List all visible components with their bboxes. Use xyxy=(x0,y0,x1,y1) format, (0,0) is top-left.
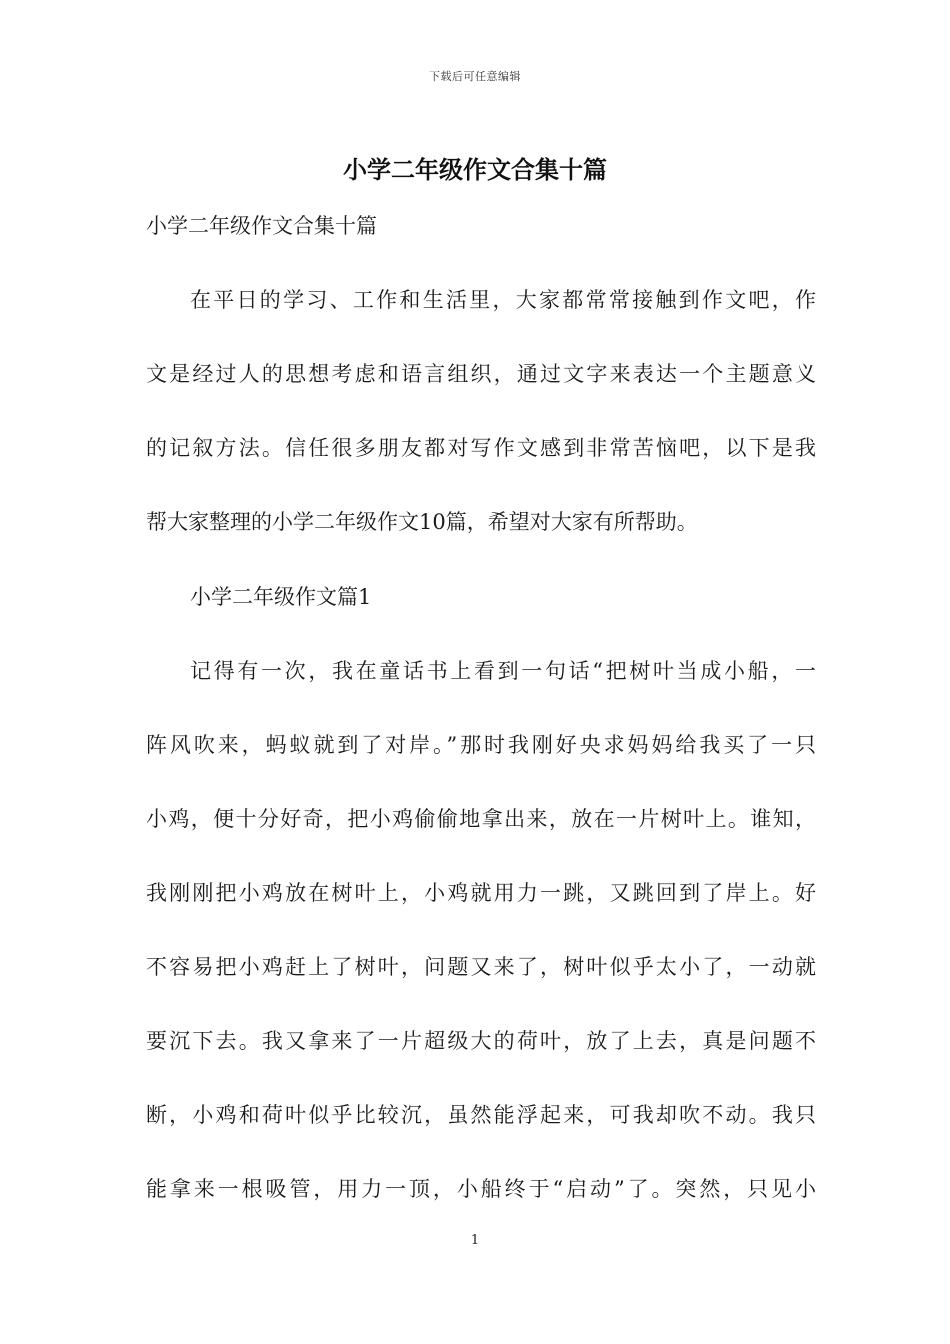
intro-line: 帮大家整理的小学二年级作文10篇，希望对大家有所帮助。 xyxy=(146,510,698,534)
intro-line: 的记叙方法。信任很多朋友都对写作文感到非常苦恼吧，以下是我 xyxy=(146,436,816,460)
intro-line: 文是经过人的思想考虑和语言组织，通过文字来表达一个主题意义 xyxy=(146,362,816,386)
header-note: 下载后可任意编辑 xyxy=(429,70,521,83)
essay-line: 记得有一次，我在童话书上看到一句话“把树叶当成小船，一 xyxy=(190,659,816,683)
document-subtitle: 小学二年级作文合集十篇 xyxy=(146,214,377,238)
essay-line: 不容易把小鸡赶上了树叶，问题又来了，树叶似乎太小了，一动就 xyxy=(146,955,816,979)
section-heading: 小学二年级作文篇1 xyxy=(190,585,372,609)
page-number: 1 xyxy=(470,1233,480,1248)
essay-line: 能拿来一根吸管，用力一顶，小船终于“启动”了。突然，只见小 xyxy=(146,1177,816,1201)
document-title: 小学二年级作文合集十篇 xyxy=(343,155,607,184)
essay-line: 我刚刚把小鸡放在树叶上，小鸡就用力一跳，又跳回到了岸上。好 xyxy=(146,881,816,905)
essay-line: 断，小鸡和荷叶似乎比较沉，虽然能浮起来，可我却吹不动。我只 xyxy=(146,1103,816,1127)
essay-line: 阵风吹来，蚂蚁就到了对岸。”那时我刚好央求妈妈给我买了一只 xyxy=(146,733,816,757)
essay-line: 小鸡，便十分好奇，把小鸡偷偷地拿出来，放在一片树叶上。谁知， xyxy=(146,807,816,831)
intro-line: 在平日的学习、工作和生活里，大家都常常接触到作文吧，作 xyxy=(190,288,816,312)
essay-line: 要沉下去。我又拿来了一片超级大的荷叶，放了上去，真是问题不 xyxy=(146,1029,816,1053)
